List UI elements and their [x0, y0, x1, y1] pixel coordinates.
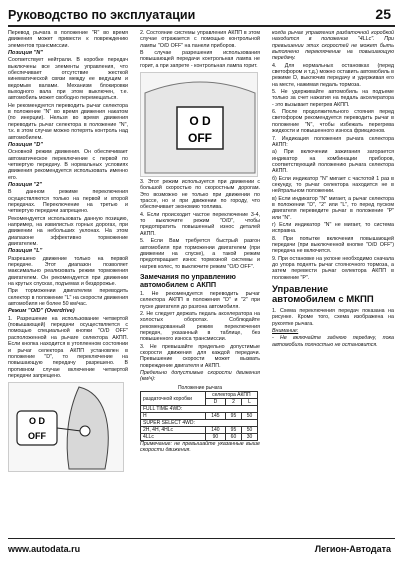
table-title: Положение рычага [177, 384, 223, 391]
paragraph: г) Если индикатор "N" не мигает, то система исправна. [272, 221, 394, 235]
off-label: OFF [28, 431, 46, 442]
paragraph: 9. При остановке на уклоне необходимо сначала до упора поднять рычаг стояночного тормоза, а затем перевести рычаг селектора АКПП в положение "P". [272, 255, 394, 281]
page-title: Руководство по эксплуатации [8, 8, 196, 22]
paragraph: 7. Индикация положения рычага селектора АКПП: [272, 135, 394, 148]
subheading-d: Позиция "D" [8, 141, 43, 148]
off-lamp-label: OFF [188, 131, 212, 146]
paragraph: Перевод рычага в положение "R" во время движения может привести к повреждению элементов трансмиссии. [8, 30, 128, 49]
paragraph: 2. Состояние системы управления АКПП в этом случае отражается с помощью контрольной лампы "O/D OFF" на панели приборов. [140, 30, 260, 49]
table-header-cell: раздаточной коробки [141, 392, 206, 406]
column-3 [272, 30, 394, 535]
paragraph: 4. Для нормальных остановках (перед светофором и т.д.) можно оставить автомобиль в режиме D, выключив передачу и удерживая его на месте, нажимая педаль тормоза. [272, 62, 394, 88]
paragraph: - Не включайте заднюю передачу, пока автомобиль полностью не остановится. [272, 335, 394, 348]
table-header-cell: 2 [225, 399, 241, 406]
paragraph: а) При включении зажигания загорается индикатор на комбинации приборов, соответствующий положению рычага селектора АКПП. [272, 149, 394, 175]
table-row: 2H, 4H, 4HLc 140 95 50 [141, 427, 258, 434]
subheading-od: Режим "O/D" (Overdrive) [8, 308, 75, 315]
paragraph: Соответствует нейтрали. В коробке передач выключены все элементы управления, что обеспечивает отсутствие жесткой кинематической связи между ее ведущим и ведомым валами. Механизм блокировки выходного вала при этом выключен, т.е. автомобиль может свободно перемещаться. [8, 57, 128, 102]
paragraph: Рекомендуется использовать данную позицию, например, на извилистых горных дорогах, при движении на небольших уклонах. На этом диапазоне эффективно торможение двигателем. [8, 215, 128, 247]
page-header [8, 4, 395, 26]
speed-limit-table [140, 391, 258, 441]
paragraph: 6. После продолжительного стояния перед светофором рекомендуется переводить рычаг в положение "N", чтобы избежать перегрева жидкости и повышенного износа фрикционов. [272, 109, 394, 135]
footer-rule [8, 538, 395, 539]
paragraph: 3. Этот режим используется при движении с большой скоростью по скоростным дорогам. Это возможно не только при движении по трассе, но и при движении по городу, что обеспечивает экономию топлива. [140, 179, 260, 211]
header-rule [8, 25, 395, 27]
paragraph: 5. Не удерживайте автомобиль на подъеме только за счет нажатия на педаль акселератора - это вызывает перегрев АКПП. [272, 89, 394, 108]
paragraph: Основной режим движения. Он обеспечивает автоматическое переключение с первой по четвертую передачу. В нормальных условиях движения рекомендуется использовать именно его. [8, 149, 128, 181]
paragraph: 1. Не рекомендуется переводить рычаг селектора АКПП в положения "D" и "2" при пуске двигателя до разгона автомобиля. [140, 290, 260, 310]
paragraph: когда рычаг управления раздаточной коробкой находится в положение "4LLc". При превышении этих скоростей не может быть выполнено переключение на повышающую передачу. [272, 30, 394, 62]
subheading-n: Позиция "N" [8, 50, 43, 57]
table-row: SUPER SELECT 4WD: [141, 420, 258, 427]
page-number: 25 [375, 6, 391, 22]
paragraph: При торможении двигателем переводить селектор в положение "L" на скорости движения автомобиля не более 50 км/час. [8, 288, 128, 308]
column-2 [140, 30, 260, 535]
footer-website: www.autodata.ru [8, 544, 81, 554]
od-lamp-label: O D [189, 114, 211, 129]
od-button-figure [8, 382, 124, 472]
paragraph: 4. Если происходит частое переключение 3-4, то выключите режим "O/D", чтобы предотвратить повышенный износ деталей АКПП. [140, 211, 260, 237]
table-row: 4LLc 90 60 30 [141, 434, 258, 441]
subheading-2: Позиция "2" [8, 181, 43, 188]
table-header-cell: D [205, 399, 225, 406]
table-header-cell: L [241, 399, 257, 406]
column-1 [8, 30, 128, 535]
paragraph: 3. Не превышайте предельно допустимые скорости движения для каждой передачи. Превышение скорости может вызвать повреждение двигателя и АКПП. [140, 343, 260, 369]
section-heading-mkpp: Управление автомобилем с МКПП [272, 284, 374, 306]
paragraph: в) Если индикатор "N" мигает, а рычаг селектора в положении "D", "2" или "L", то перед пуском двигателя переведите рычаг в положение "P" или "N". [272, 195, 394, 221]
table-header-row [141, 392, 258, 399]
paragraph: 1. Разрешение на использование четвертой (повышающей) передачи осуществляется с помощью специальной кнопки "O/D OFF" расположенной на рычаге селектора АКПП. Если кнопка находится в утопленном состоянии и рычаг селектора АКПП установлен в положение "D", то переключение на повышающую передачу разрешено. В противном случае включение четвертой передачи запрещено. [8, 315, 128, 379]
section-heading-akpp: Замечания по управлению автомобилем с АКПП [140, 271, 236, 289]
od-label: O D [28, 416, 46, 427]
table-header-cell: селектора АКПП [205, 392, 257, 399]
paragraph: Разрешено движение только на первой передаче. Этот диапазон позволяет максимально реализовать режим торможения двигателем. Он рекомендуется при движении на крутых спусках, подъемах и бездорожье. [8, 255, 128, 288]
od-off-indicator-figure [140, 72, 258, 177]
paragraph: б) Если индикатор "N" мигает с частотой 1 раз в секунду, то рычаг селектора находится не в нейтральном положении. [272, 175, 394, 195]
table-note: Примечание: не превышайте указанные выше скорости движения. [140, 441, 260, 454]
table-row: H 145 95 50 [141, 413, 258, 420]
paragraph: В случае разрешения использования повышающей передачи контрольная лампа не горит, а при запрете - контрольная лампа горит. [140, 50, 260, 69]
paragraph: В данном режиме переключения осуществляются только на первой и второй передачах. Переключение на третью и четвертую передачи запрещено. [8, 189, 128, 215]
paragraph: 5. Если Вам требуется быстрый разгон автомобиля при торможении двигателем (при движении на спуске), а такой режим предотвращает износ тормозной системы и нагрев колес, то выключите режим "O/D OFF". [140, 238, 260, 270]
table-caption: Предельно допустимые скорости движения (км/ч): [140, 370, 260, 383]
subheading-l: Позиция "L" [8, 248, 43, 255]
paragraph: 8. При попытке включения повышающей передачи (при выключенной кнопке "O/D OFF") передача не включится. [272, 235, 394, 255]
footer-brand: Легион-Автодата [314, 544, 391, 554]
attention-label: Внимание: [272, 328, 299, 335]
paragraph: 2. Не следует держать педаль акселератора на холостых оборотах. Соблюдайте рекомендованный режим переключения передач, указанный в таблице, без повышенного износа трансмиссии. [140, 310, 260, 343]
paragraph: 1. Схема переключения передач показана на рисунке. Кроме того, схема изображена на рукоятке рычага. [272, 308, 394, 327]
indicator-lamp-illustration [141, 73, 259, 178]
page-footer [8, 538, 395, 562]
paragraph: Не рекомендуется переводить рычаг селектора в положение "N" во время движения накатом (по инерции). Нельзя во время движения переводить рычаг селектора в положение "N", т.к. в этом случае можно потерять контроль над автомобилем. [8, 102, 128, 141]
shift-lever-illustration [9, 383, 125, 473]
table-row: FULL TIME 4WD: [141, 406, 258, 413]
